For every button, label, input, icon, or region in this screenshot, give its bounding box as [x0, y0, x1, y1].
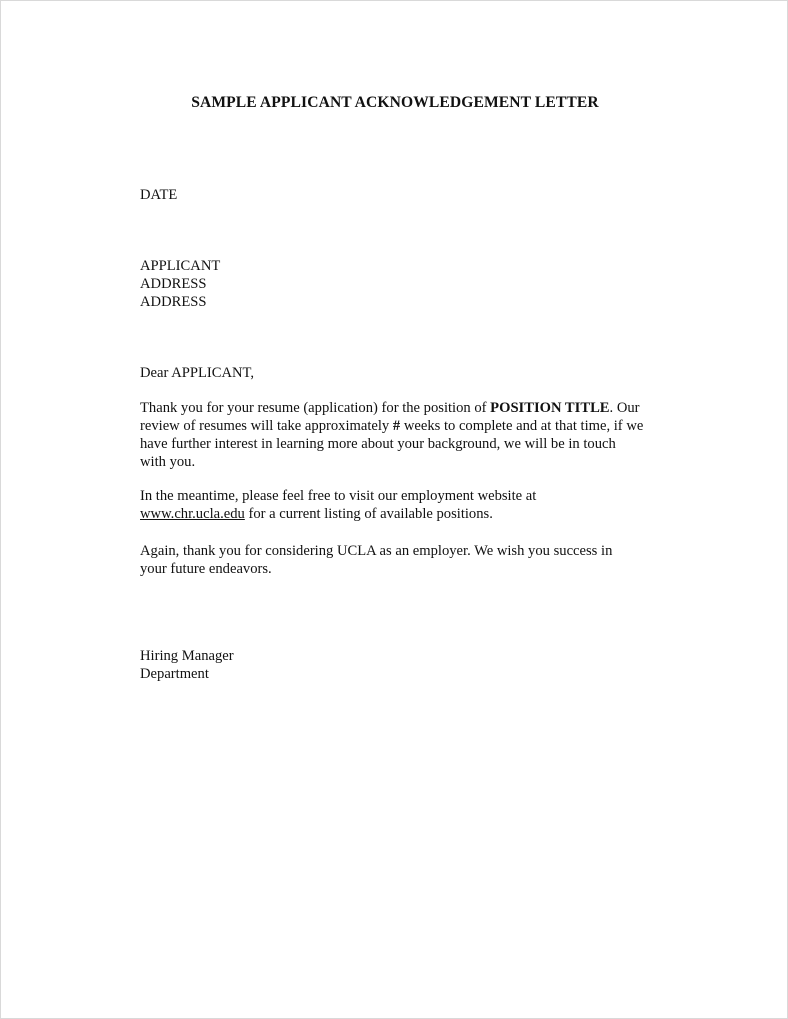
para1-line-2 [140, 417, 660, 435]
para1-line-2-pre: review of resumes will take approximately [140, 418, 393, 434]
para1-line-1-pre: Thank you for your resume (application) for the position of [140, 400, 491, 416]
employment-website-link[interactable]: www.chr.ucla.edu [140, 506, 245, 522]
applicant-address-block [140, 257, 660, 311]
para2-line-2-post: for a current listing of available positions. [244, 506, 493, 522]
para3-line-2: your future endeavors. [140, 561, 272, 577]
date-line [140, 186, 660, 204]
position-title: POSITION TITLE [490, 400, 610, 416]
signature-block [140, 647, 660, 683]
paragraph-3 [140, 542, 660, 578]
para1-line-1 [140, 399, 660, 417]
address-line-2: ADDRESS [140, 276, 207, 292]
para1-line-1-post: . Our [609, 400, 640, 416]
address-line-3: ADDRESS [140, 294, 207, 310]
para3-line-1: Again, thank you for considering UCLA as an employer. We wish you success in [140, 543, 613, 559]
address-line-1: APPLICANT [140, 258, 221, 274]
salutation-text: Dear APPLICANT, [140, 365, 255, 381]
weeks-placeholder: # [392, 418, 401, 434]
para2-line-2 [140, 505, 660, 523]
paragraph-2 [140, 487, 660, 523]
salutation [140, 364, 660, 382]
signature-name: Hiring Manager [140, 648, 234, 664]
para2-line-1: In the meantime, please feel free to visit our employment website at [140, 488, 537, 504]
date-text: DATE [140, 187, 178, 203]
letter-title: SAMPLE APPLICANT ACKNOWLEDGEMENT LETTER [191, 94, 599, 111]
signature-department: Department [140, 666, 209, 682]
para1-line-2-post: weeks to complete and at that time, if we [400, 418, 644, 434]
paragraph-1 [140, 399, 660, 471]
para1-line-4: with you. [140, 454, 196, 470]
para1-line-3: have further interest in learning more about your background, we will be in touch [140, 436, 616, 452]
